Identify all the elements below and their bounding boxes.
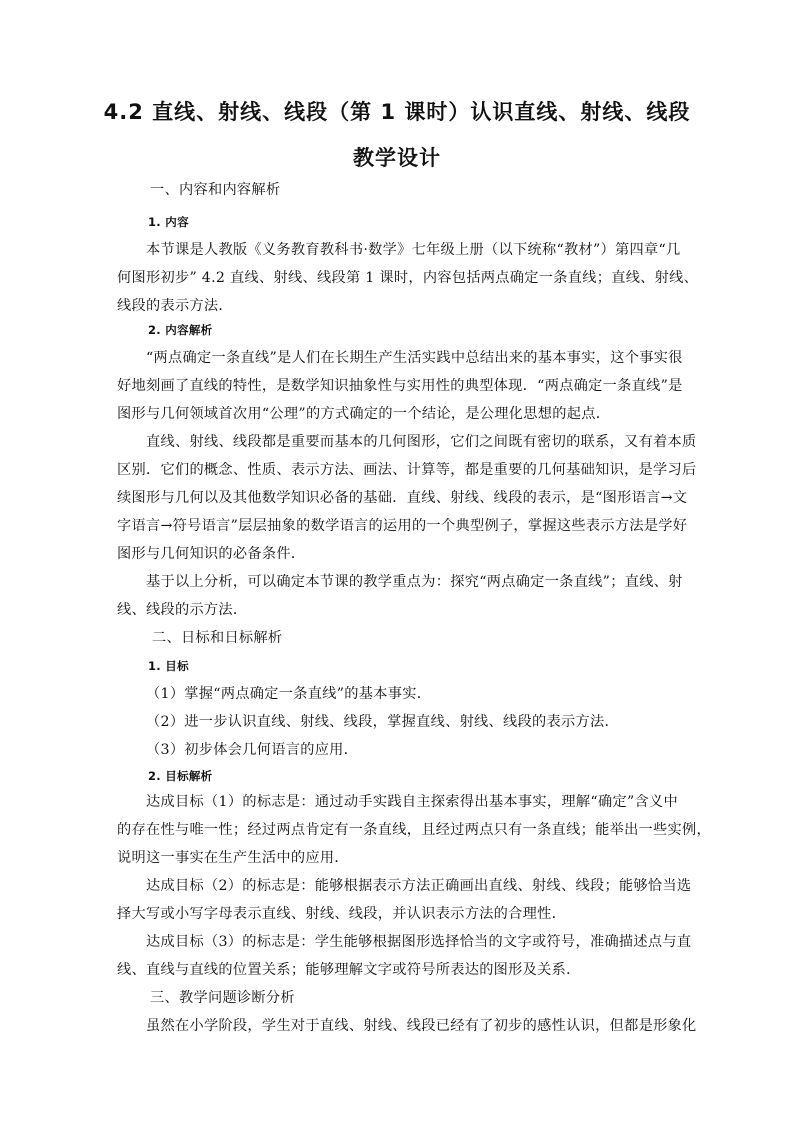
- document-title-line2: 教学设计: [353, 146, 441, 170]
- goal-item: （1）掌握“两点确定一条直线”的基本事实．: [146, 686, 432, 702]
- document-title: 4.2 直线、射线、线段（第 1 课时）认识直线、射线、线段: [103, 100, 691, 124]
- paragraph-line: 达成目标（1）的标志是：通过动手实践自主探索得出基本事实，理解“确定”含义中: [146, 794, 678, 810]
- paragraph-line: 说明这一事实在生产生活中的应用．: [117, 850, 349, 866]
- paragraph-line: 图形与几何领域首次用“公理”的方式确定的一个结论，是公理化思想的起点．: [117, 406, 611, 422]
- section-heading-1: 一、内容和内容解析: [150, 182, 281, 198]
- paragraph-line: 达成目标（3）的标志是：学生能够根据图形选择恰当的文字或符号，准确描述点与直: [146, 934, 692, 950]
- paragraph-line: 虽然在小学阶段，学生对于直线、射线、线段已经有了初步的感性认识，但都是形象化: [146, 1018, 697, 1034]
- goal-item: （2）进一步认识直线、射线、线段，掌握直线、射线、线段的表示方法．: [146, 714, 619, 730]
- subheading-content: 1. 内容: [148, 215, 189, 229]
- paragraph-line: 本节课是人教版《义务教育教科书·数学》七年级上册（以下统称“教材”）第四章“几: [146, 242, 681, 258]
- section-heading-3: 三、教学问题诊断分析: [150, 990, 295, 1006]
- paragraph-line: 达成目标（2）的标志是：能够根据表示方法正确画出直线、射线、线段；能够恰当选: [146, 878, 692, 894]
- paragraph-line: 基于以上分析，可以确定本节课的教学重点为：探究“两点确定一条直线”；直线、射: [146, 574, 683, 590]
- paragraph-line: 线段的表示方法．: [117, 298, 233, 314]
- paragraph-line: 区别．它们的概念、性质、表示方法、画法、计算等，都是重要的几何基础知识，是学习后: [117, 462, 697, 478]
- paragraph-line: 线、线段的示方法．: [117, 602, 248, 618]
- paragraph-line: 图形与几何知识的必备条件．: [117, 546, 306, 562]
- subheading-goal-analysis: 2. 目标解析: [148, 769, 213, 783]
- paragraph-line: 续图形与几何以及其他数学知识必备的基础．直线、射线、线段的表示，是“图形语言→文: [117, 490, 688, 506]
- paragraph-line: 的存在性与唯一性；经过两点肯定有一条直线，且经过两点只有一条直线；能举出一些实例，: [117, 822, 711, 838]
- goal-item: （3）初步体会几何语言的应用．: [146, 742, 359, 758]
- subheading-analysis: 2. 内容解析: [148, 323, 213, 337]
- subheading-goals: 1. 目标: [148, 659, 189, 673]
- section-heading-2: 二、日标和日标解析: [152, 630, 283, 646]
- paragraph-line: 何图形初步” 4.2 直线、射线、线段第 1 课时，内容包括两点确定一条直线；直线、射线、: [117, 270, 699, 286]
- paragraph-line: 好地刻画了直线的特性，是数学知识抽象性与实用性的典型体现．“两点确定一条直线”是: [117, 378, 683, 394]
- paragraph-line: 直线、射线、线段都是重要而基本的几何图形，它们之间既有密切的联系，又有着本质: [146, 434, 697, 450]
- paragraph-line: 线、直线与直线的位置关系；能够理解文字或符号所表达的图形及关系．: [117, 962, 581, 978]
- paragraph-line: 择大写或小写字母表示直线、射线、线段，并认识表示方法的合理性．: [117, 906, 567, 922]
- paragraph-line: “两点确定一条直线”是人们在长期生产生活实践中总结出来的基本事实，这个事实很: [146, 350, 683, 366]
- paragraph-line: 字语言→符号语言”层层抽象的数学语言的运用的一个典型例子，掌握这些表示方法是学好: [117, 518, 688, 534]
